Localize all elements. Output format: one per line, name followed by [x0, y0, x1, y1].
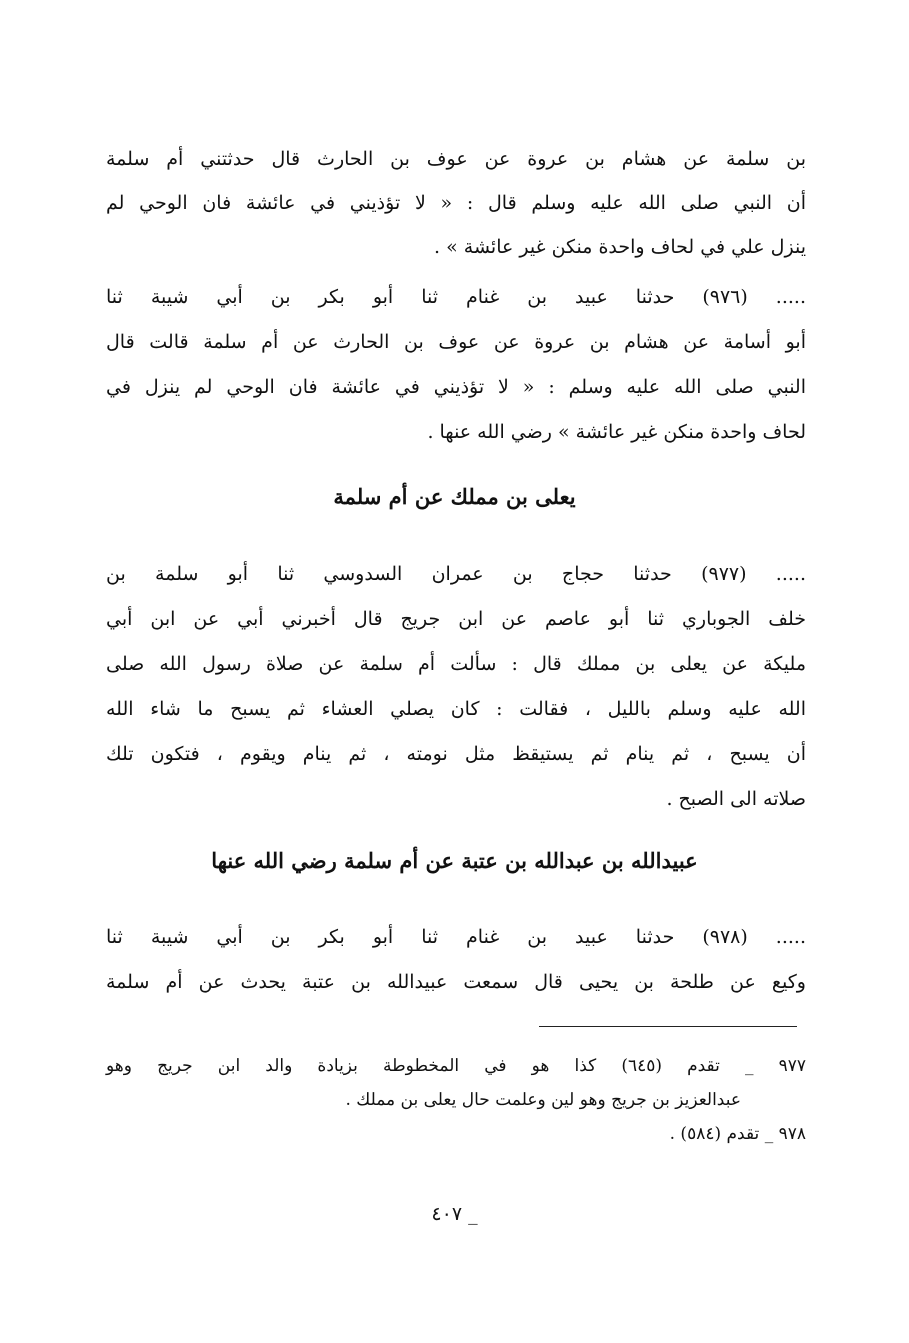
section-heading: عبيدالله بن عبدالله بن عتبة عن أم سلمة رضي الله عنها [211, 848, 698, 873]
section-heading: يعلى بن مملك عن أم سلمة [333, 484, 576, 509]
text-line: ..... (٩٧٧) حدثنا حجاج بن عمران السدوسي ثنا أبو سلمة بن [106, 563, 806, 585]
footnote-rule [539, 1026, 797, 1027]
text-line: أبو أسامة عن هشام بن عروة عن عوف بن الحارث عن أم سلمة قالت قال [106, 331, 806, 353]
text-line: أن النبي صلى الله عليه وسلم قال : « لا تؤذيني في عائشة فان الوحي لم [106, 192, 806, 214]
text-line: أن يسبح ، ثم ينام ثم يستيقظ مثل نومته ، ثم ينام ويقوم ، فتكون تلك [106, 743, 806, 765]
text-line: ..... (٩٧٨) حدثنا عبيد بن غنام ثنا أبو بكر بن أبي شيبة ثنا [106, 926, 807, 948]
text-line: وكيع عن طلحة بن يحيى قال سمعت عبيدالله بن عتبة يحدث عن أم سلمة [106, 971, 806, 993]
page-number: _ ٤٠٧ [431, 1203, 478, 1225]
paragraph-2 [106, 284, 806, 445]
text-line: مليكة عن يعلى بن مملك قال : سألت أم سلمة عن صلاة رسول الله صلى [106, 653, 806, 675]
text-line: خلف الجوباري ثنا أبو عاصم عن ابن جريج قال أخبرني أبي عن ابن أبي [106, 608, 806, 630]
text-line: بن سلمة عن هشام بن عروة عن عوف بن الحارث قال حدثتني أم سلمة [106, 148, 806, 170]
text-line: الله عليه وسلم بالليل ، فقالت : كان يصلي العشاء ثم يسبح ما شاء الله [106, 698, 806, 720]
footnote-977-continued: عبدالعزيز بن جريج وهو لين وعلمت حال يعلى بن مملك . [345, 1090, 741, 1110]
text-line: ..... (٩٧٦) حدثنا عبيد بن غنام ثنا أبو بكر بن أبي شيبة ثنا [106, 286, 807, 308]
text-line: النبي صلى الله عليه وسلم : « لا تؤذيني في عائشة فان الوحي لم ينزل في [106, 376, 806, 398]
paragraph-4 [106, 924, 806, 995]
paragraph-1 [106, 146, 806, 260]
text-line: صلاته الى الصبح . [666, 788, 806, 810]
text-line: لحاف واحدة منكن غير عائشة » رضي الله عنها . [427, 421, 806, 443]
footnote-978: ٩٧٨ _ تقدم (٥٨٤) . [669, 1124, 806, 1144]
text-line: ينزل علي في لحاف واحدة منكن غير عائشة » . [434, 236, 806, 258]
footnote-977: ٩٧٧ _ تقدم (٦٤٥) كذا هو في المخطوطة بزيادة والد ابن جريج وهو [106, 1056, 807, 1076]
paragraph-3 [106, 561, 806, 812]
